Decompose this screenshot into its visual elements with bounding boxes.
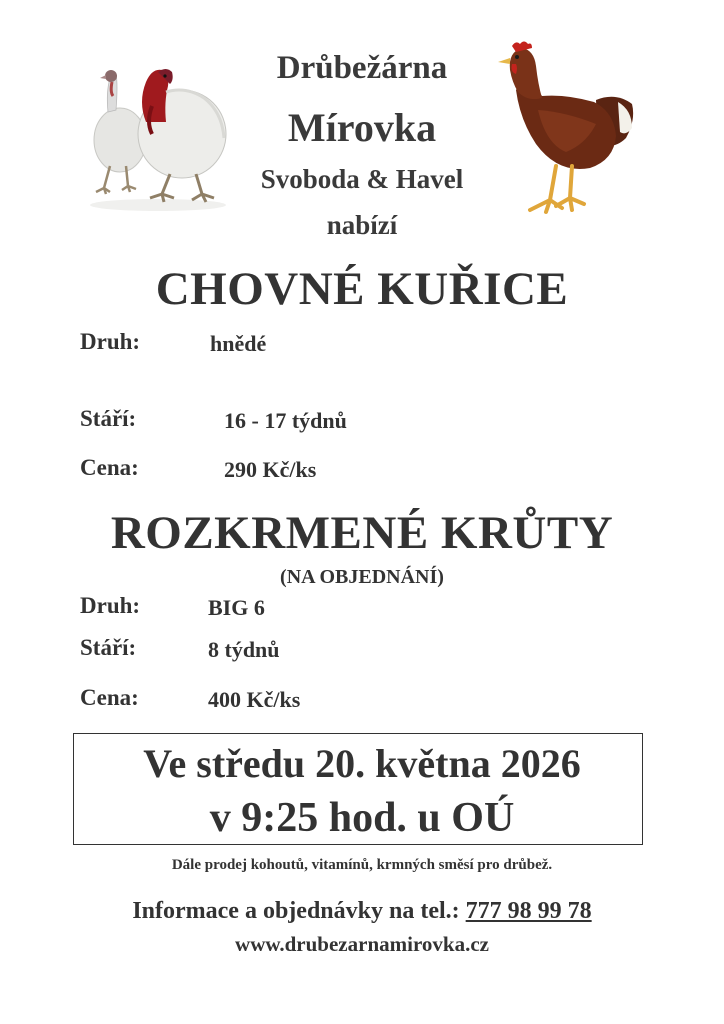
contact-line <box>0 898 724 925</box>
product1-price-value: 290 Kč/ks <box>224 457 317 482</box>
product2-breed-label: Druh: <box>80 593 141 618</box>
product2-price-label: Cena: <box>80 685 139 710</box>
product1-age-value: 16 - 17 týdnů <box>224 408 347 433</box>
product2-age-value: 8 týdnů <box>208 637 280 662</box>
product1-price-label: Cena: <box>80 455 139 480</box>
company-owners: Svoboda & Havel <box>260 164 464 194</box>
product1-breed-value: hnědé <box>210 331 267 356</box>
event-time-place: v 9:25 hod. u OÚ <box>209 795 515 841</box>
phone-number[interactable]: 777 98 99 78 <box>465 898 592 924</box>
offers-label: nabízí <box>326 210 398 240</box>
other-products-note: Dále prodej kohoutů, vitamínů, krmných směsí pro drůbež. <box>171 857 553 873</box>
order-note: (NA OBJEDNÁNÍ) <box>280 566 444 588</box>
company-name-line1: Drůbežárna <box>276 50 448 86</box>
contact-label: Informace a objednávky na tel.: <box>132 898 460 924</box>
company-name-line2: Mírovka <box>287 105 437 150</box>
product2-age-label: Stáří: <box>80 635 137 660</box>
product-title-hens: CHOVNÉ KUŘICE <box>155 263 569 315</box>
product1-breed-label: Druh: <box>80 329 141 354</box>
website-link[interactable]: www.drubezarnamirovka.cz <box>235 932 489 956</box>
event-date: Ve středu 20. května 2026 <box>143 741 581 786</box>
product2-price-value: 400 Kč/ks <box>208 687 301 712</box>
product2-breed-value: BIG 6 <box>208 595 265 620</box>
product1-age-label: Stáří: <box>80 406 137 431</box>
product-title-turkeys: ROZKRMENÉ KRŮTY <box>110 507 614 559</box>
